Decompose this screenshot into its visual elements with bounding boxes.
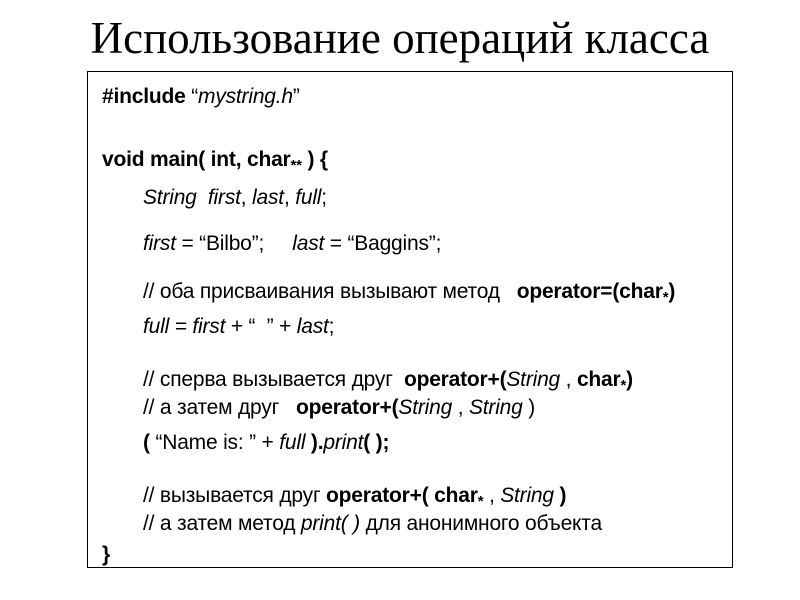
comma: , (283, 186, 296, 209)
pointer-subscript: * (662, 289, 669, 306)
method-print: print( ) (300, 512, 360, 535)
paren-close: ) (522, 396, 536, 419)
paren-open: ( (143, 431, 156, 454)
pointer-subscript: ** (290, 157, 302, 174)
comma: , (240, 186, 253, 209)
code-line-concatenation (143, 314, 334, 339)
code-line-declaration (143, 185, 327, 210)
pointer-subscript: * (620, 377, 627, 394)
code-listing (87, 71, 733, 568)
code-line-include (102, 84, 300, 109)
arg-char: char (576, 368, 621, 391)
semicolon: ; (321, 186, 327, 209)
comment-text: // а затем метод (143, 512, 301, 535)
comment-rest: для анонимного объекта (359, 512, 602, 535)
separator: , (483, 484, 501, 507)
operator-assign: operator=(char (516, 280, 663, 303)
variable-full: full (279, 431, 306, 454)
quote-open: “ (185, 85, 199, 108)
quote-close: ” (292, 85, 300, 108)
paren-close: ) (626, 368, 633, 391)
separator: , (560, 368, 577, 391)
main-signature-text: void main( int, char (102, 148, 291, 171)
operator-plus: operator+( (295, 396, 399, 419)
variable-last: last (252, 186, 284, 209)
name-literal: “Name is: ” + (155, 431, 280, 454)
expression-full-first: full = first (143, 315, 226, 338)
paren-close: ) (553, 484, 567, 507)
code-line-comment-assignment (143, 279, 675, 310)
code-line-closing-brace: } (102, 543, 110, 566)
space-literal: + “ ” + (225, 315, 297, 338)
comment-text: // сперва вызывается друг (143, 368, 404, 391)
arg-string: String (500, 484, 554, 507)
arg-string: String (468, 396, 523, 419)
paren-dot: ). (305, 431, 324, 454)
code-line-comment-method-call (143, 511, 602, 536)
arg-string: String (398, 396, 453, 419)
operator-plus-char: operator+( char (326, 484, 478, 507)
main-signature-tail: ) { (301, 148, 328, 171)
comment-text: // вызывается друг (143, 484, 327, 507)
header-filename: mystring.h (198, 85, 293, 108)
code-line-comment-friend-call (143, 483, 566, 514)
declaration-type: String first (143, 186, 241, 209)
paren-close: ) (668, 280, 676, 303)
variable-last: last (296, 315, 329, 338)
variable-full: full (295, 186, 322, 209)
variable-first: first (143, 232, 176, 255)
code-line-comment-friend-second (143, 395, 535, 420)
code-line-main-signature (102, 147, 328, 178)
separator: , (452, 396, 469, 419)
method-print: print (323, 431, 364, 454)
comment-text: // оба присваивания вызывают метод (143, 280, 517, 303)
call-end: ( ); (363, 431, 390, 454)
arg-string: String (506, 368, 561, 391)
code-line-print-call (143, 430, 389, 455)
operator-plus: operator+( (403, 368, 507, 391)
assign-bilbo: = “Bilbo”; (175, 232, 293, 255)
variable-last: last (292, 232, 325, 255)
include-directive: #include (102, 85, 186, 108)
semicolon: ; (328, 315, 335, 338)
comment-text: // а затем друг (143, 396, 296, 419)
code-line-assignments (143, 231, 441, 256)
slide-title: Использование операций класса (90, 13, 710, 63)
pointer-subscript: * (477, 493, 484, 510)
code-line-comment-friend-first (143, 367, 633, 398)
assign-baggins: = “Baggins”; (324, 232, 442, 255)
